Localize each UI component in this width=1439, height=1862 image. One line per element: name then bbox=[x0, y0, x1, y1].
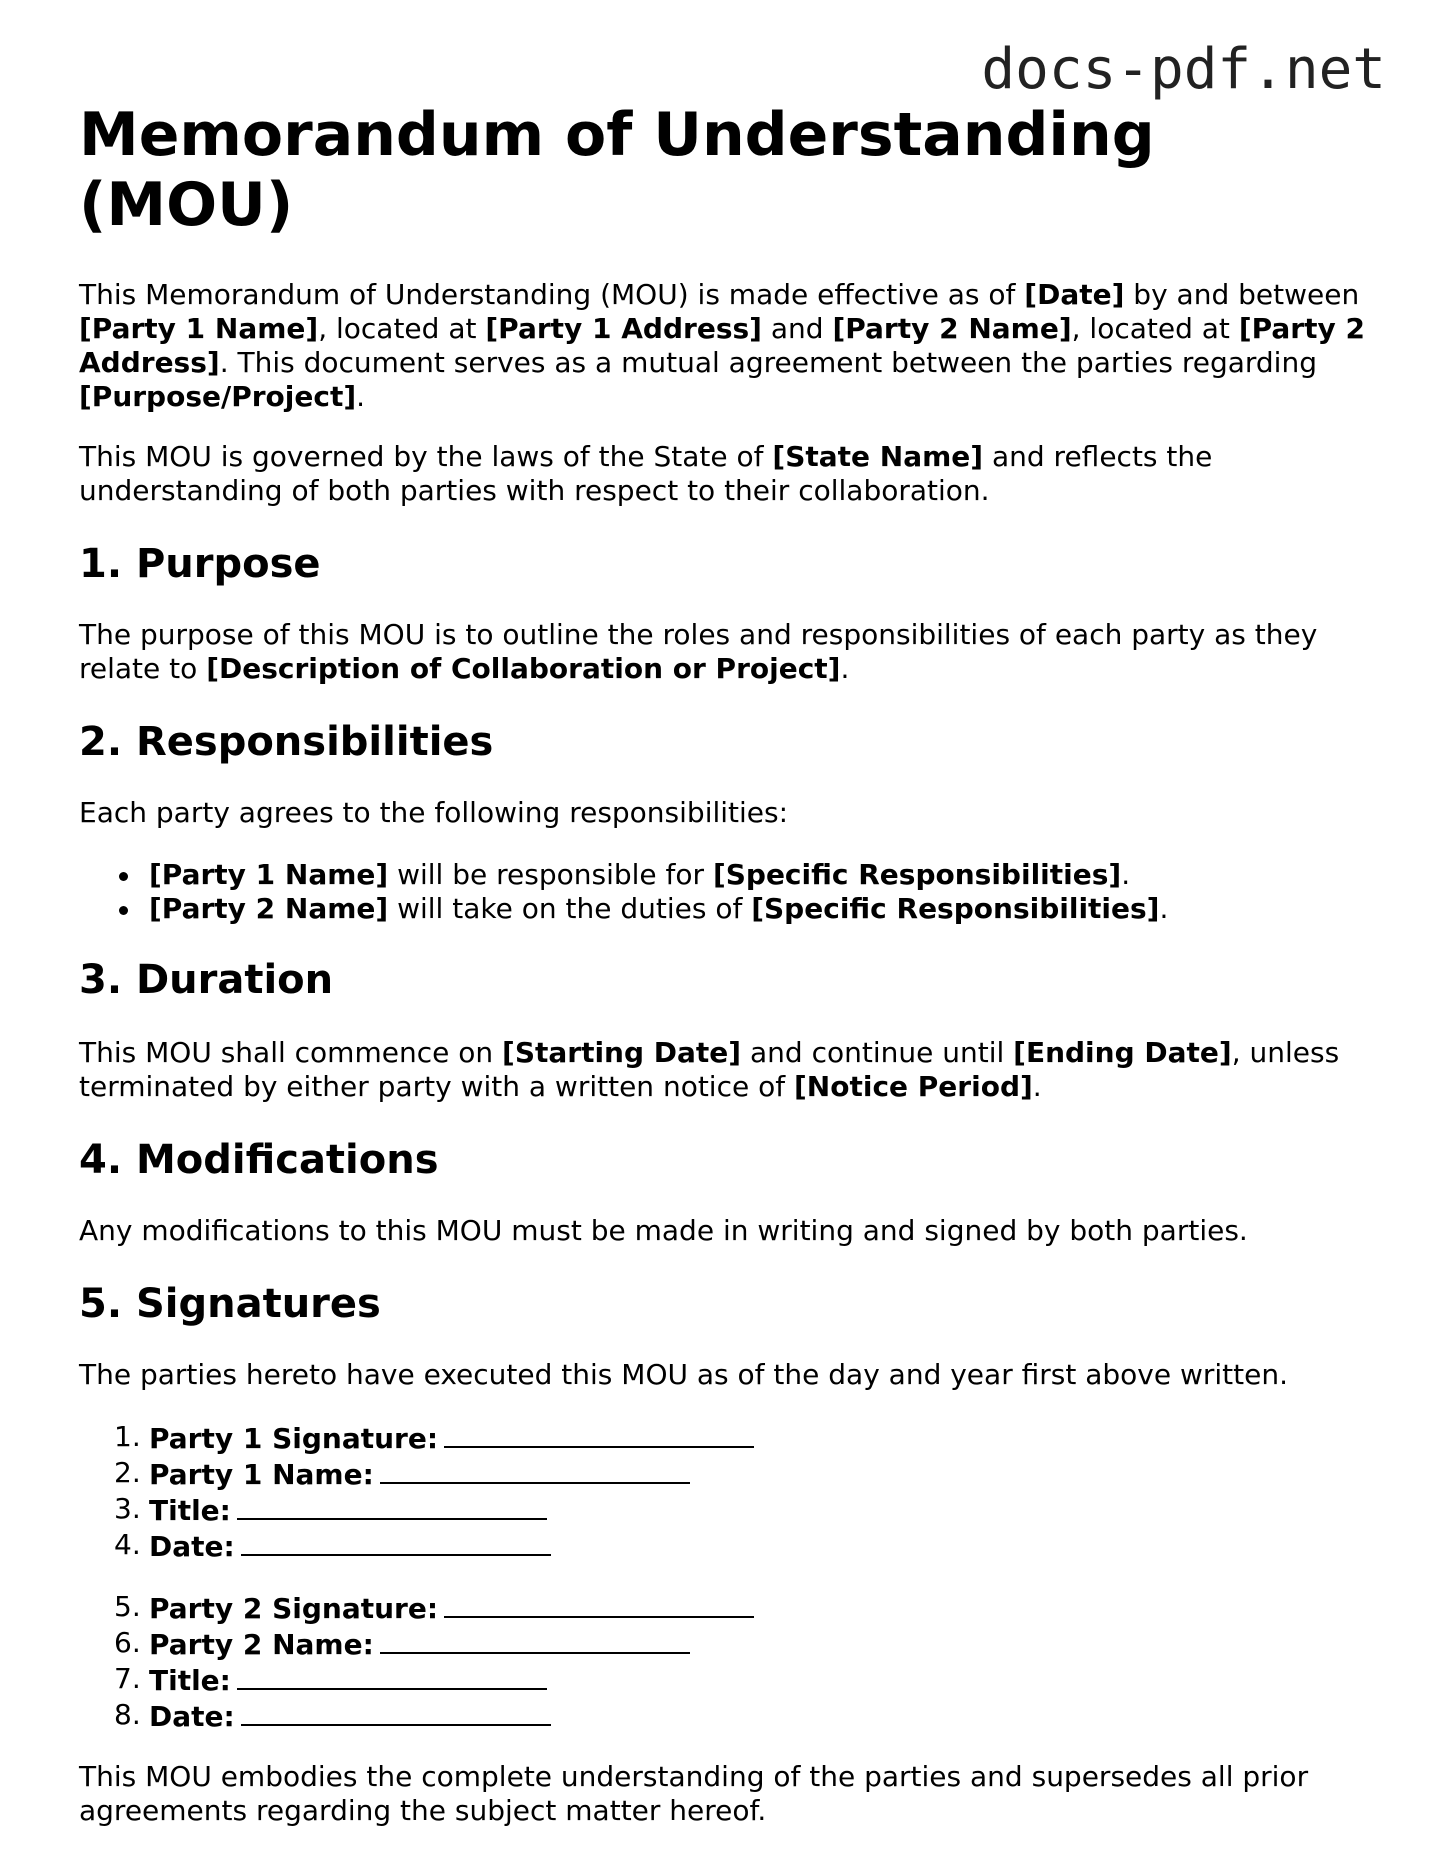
section-heading-responsibilities: 2. Responsibilities bbox=[79, 719, 494, 765]
signature-blank[interactable] bbox=[444, 1590, 754, 1618]
list-item-text: . bbox=[1159, 892, 1169, 925]
signature-line bbox=[79, 1420, 1379, 1456]
intro-text: This Memorandum of Understanding (MOU) is made effective as of bbox=[79, 278, 1025, 311]
placeholder-party2-address: [Party 2 Address] bbox=[79, 312, 1365, 379]
placeholder-purpose: [Purpose/Project] bbox=[79, 380, 357, 413]
placeholder-notice-period: [Notice Period] bbox=[794, 1070, 1033, 1103]
duration-text: . bbox=[1032, 1070, 1042, 1103]
governing-paragraph bbox=[79, 440, 1379, 508]
list-item-text: will take on the duties of bbox=[388, 892, 752, 925]
signature-blank[interactable] bbox=[241, 1528, 551, 1556]
signature-line bbox=[79, 1626, 1379, 1662]
section-heading-duration: 3. Duration bbox=[79, 957, 334, 1003]
section-heading-purpose: 1. Purpose bbox=[79, 541, 321, 587]
list-item-text: will be responsible for bbox=[388, 858, 713, 891]
signature-blank[interactable] bbox=[237, 1492, 547, 1520]
responsibilities-intro: Each party agrees to the following responsibilities: bbox=[79, 796, 789, 829]
signature-blank[interactable] bbox=[237, 1662, 547, 1690]
document-title: Memorandum of Understanding (MOU) bbox=[79, 100, 1155, 240]
placeholder-party1-name: [Party 1 Name] bbox=[149, 858, 389, 891]
signature-line bbox=[79, 1528, 1379, 1564]
intro-text: by and between bbox=[1124, 278, 1360, 311]
section-heading-modifications: 4. Modifications bbox=[79, 1137, 439, 1183]
list-number: 3. bbox=[114, 1492, 141, 1525]
intro-text: , located at bbox=[1071, 312, 1239, 345]
signature-blank[interactable] bbox=[380, 1456, 690, 1484]
signature-label: Party 2 Signature: bbox=[149, 1592, 439, 1625]
watermark: docs-pdf.net bbox=[981, 37, 1386, 102]
modifications-paragraph: Any modifications to this MOU must be made in writing and signed by both parties. bbox=[79, 1214, 1248, 1247]
placeholder-party1-name: [Party 1 Name] bbox=[79, 312, 319, 345]
signatures-intro: The parties hereto have executed this MOU as of the day and year first above written. bbox=[79, 1358, 1289, 1391]
signature-blank[interactable] bbox=[380, 1626, 690, 1654]
placeholder-description: [Description of Collaboration or Project] bbox=[206, 652, 841, 685]
closing-paragraph: This MOU embodies the complete understanding of the parties and supersedes all prior agreements regarding the subject matter hereof. bbox=[79, 1760, 1309, 1827]
list-number: 1. bbox=[114, 1420, 141, 1453]
intro-text: and bbox=[761, 312, 833, 345]
duration-text: This MOU shall commence on bbox=[79, 1036, 503, 1069]
placeholder-party2-name: [Party 2 Name] bbox=[149, 892, 389, 925]
list-number: 6. bbox=[114, 1626, 141, 1659]
signature-line bbox=[79, 1698, 1379, 1734]
intro-text: , located at bbox=[318, 312, 486, 345]
placeholder-responsibilities: [Specific Responsibilities] bbox=[751, 892, 1160, 925]
purpose-text: . bbox=[840, 652, 850, 685]
placeholder-date: [Date] bbox=[1024, 278, 1125, 311]
list-number: 7. bbox=[114, 1662, 141, 1695]
placeholder-end-date: [Ending Date] bbox=[1013, 1036, 1232, 1069]
signature-list-party2 bbox=[79, 1590, 1379, 1734]
list-number: 2. bbox=[114, 1456, 141, 1489]
signature-label: Title: bbox=[149, 1664, 231, 1697]
signature-blank[interactable] bbox=[241, 1698, 551, 1726]
signature-label: Party 1 Name: bbox=[149, 1458, 374, 1491]
section-heading-signatures: 5. Signatures bbox=[79, 1281, 381, 1327]
signature-line bbox=[79, 1456, 1379, 1492]
intro-text: . bbox=[356, 380, 366, 413]
placeholder-responsibilities: [Specific Responsibilities] bbox=[712, 858, 1122, 891]
list-item-text: . bbox=[1121, 858, 1131, 891]
signature-label: Date: bbox=[149, 1530, 235, 1563]
placeholder-state: [State Name] bbox=[772, 440, 984, 473]
signature-label: Date: bbox=[149, 1700, 235, 1733]
intro-paragraph bbox=[79, 278, 1379, 414]
signature-label: Party 2 Name: bbox=[149, 1628, 374, 1661]
signature-line bbox=[79, 1662, 1379, 1698]
signature-blank[interactable] bbox=[444, 1420, 754, 1448]
list-number: 5. bbox=[114, 1590, 141, 1623]
signature-label: Title: bbox=[149, 1494, 231, 1527]
intro-text: . This document serves as a mutual agreement between the parties regarding bbox=[219, 346, 1317, 379]
list-number: 8. bbox=[114, 1698, 141, 1731]
governing-text: This MOU is governed by the laws of the State of bbox=[79, 440, 773, 473]
signature-list-party1 bbox=[79, 1420, 1379, 1564]
signature-line bbox=[79, 1590, 1379, 1626]
duration-text: and continue until bbox=[741, 1036, 1014, 1069]
list-item bbox=[79, 892, 1379, 926]
list-number: 4. bbox=[114, 1528, 141, 1561]
signature-line bbox=[79, 1492, 1379, 1528]
list-item bbox=[79, 858, 1379, 892]
placeholder-party1-address: [Party 1 Address] bbox=[485, 312, 762, 345]
purpose-text: The purpose of this MOU is to outline the roles and responsibilities of each party as they relate to bbox=[79, 618, 1318, 685]
purpose-paragraph bbox=[79, 618, 1379, 686]
governing-text: and reflects the understanding of both parties with respect to their collaboration. bbox=[79, 440, 1213, 507]
document-page bbox=[79, 100, 1379, 1828]
signature-label: Party 1 Signature: bbox=[149, 1422, 439, 1455]
duration-paragraph bbox=[79, 1036, 1379, 1104]
duration-text: , unless terminated by either party with a written notice of bbox=[79, 1036, 1340, 1103]
placeholder-start-date: [Starting Date] bbox=[502, 1036, 742, 1069]
responsibilities-list bbox=[79, 858, 1379, 926]
placeholder-party2-name: [Party 2 Name] bbox=[832, 312, 1072, 345]
